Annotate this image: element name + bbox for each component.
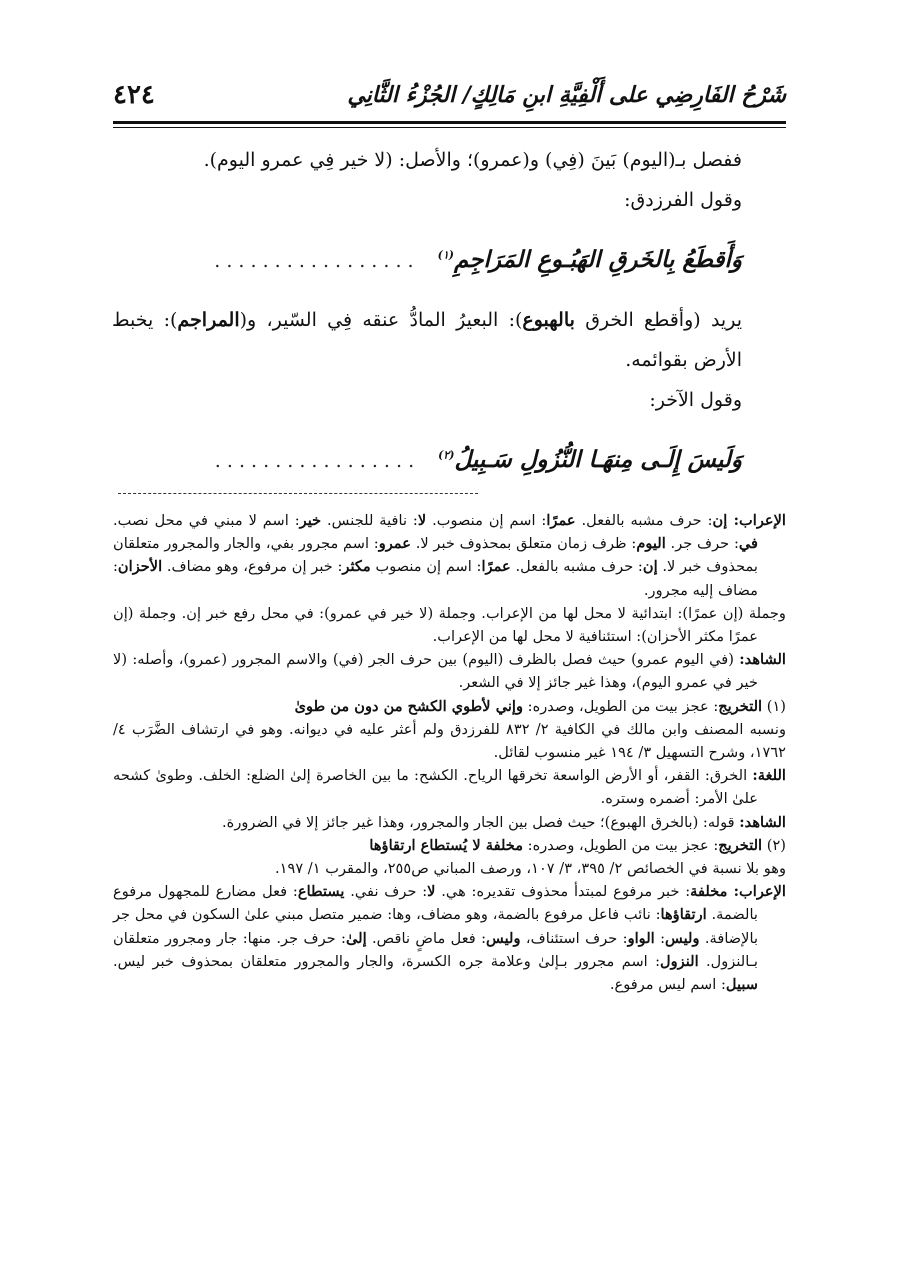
footnote-marker: (١) xyxy=(437,248,454,262)
bold-term: إن xyxy=(642,558,658,576)
footnote-marker: (٢) xyxy=(438,448,455,462)
text-run: : حرف جر. منها: جار ومجرور متعلقان بـالنزول. xyxy=(113,929,758,970)
bold-term: سبيل xyxy=(725,976,758,994)
text-run: : نائب فاعل مرفوع بالضمة، وهو مضاف، وها: ضمير متصل مبني علىٰ السكون في محل جر بالإضافة. xyxy=(113,906,759,947)
footnote-lugha xyxy=(113,764,786,810)
verse-ellipsis: . . . . . . . . . . . . . . . . . xyxy=(214,450,415,472)
verse-hemistich xyxy=(438,246,742,273)
verse-line xyxy=(112,220,782,300)
bold-term: الواو xyxy=(627,929,655,947)
bold-term: وليس xyxy=(665,929,700,947)
bold-term: مكثر xyxy=(342,558,371,576)
text-run: يريد (وأقطع الخرق xyxy=(574,309,742,331)
text-run: : اسم مجرور بـإلىٰ وعلامة جره الكسرة، والجار والمجرور متعلقان بمحذوف خبر ليس. xyxy=(113,952,661,970)
text-run: : اسم لا مبني في محل نصب. xyxy=(113,512,300,529)
text-run: : حرف نفي. xyxy=(344,883,428,901)
text-run: : xyxy=(654,929,666,947)
text-run: : اسم ليس مرفوع. xyxy=(609,976,726,994)
bold-term: بالهبوع xyxy=(522,309,575,331)
text-run: : اسم مجرور بفي، والجار والمجرور متعلقان بمحذوف خبر لا. xyxy=(113,535,758,576)
paragraph xyxy=(112,300,782,380)
bold-term: إلىٰ xyxy=(345,929,367,947)
verse-text: وَلَيسَ إِلَـى مِنهَـا النُّزُولِ سَـبِيلُ xyxy=(454,446,742,473)
footnote-irab-2 xyxy=(113,880,786,996)
footnote-irab-1 xyxy=(113,509,786,602)
header-rule-thick xyxy=(113,121,786,124)
text-run: : عجز بيت من الطويل، وصدره: xyxy=(523,836,719,854)
footnote-shahid-1 xyxy=(113,648,786,694)
footnote-1-takhrij xyxy=(113,695,786,718)
bold-term: عمرًا xyxy=(546,512,576,529)
footnote-1-source: ونسبه المصنف وابن مالك في الكافية ٢/ ٨٣٢ للفرزدق ولم أعثر عليه في ديوانه. وهو في ارتشاف الضَّرَب ٤/ ١٧٦٢، وشرح التسهيل ٣/ ١٩٤ غير منسوب لقائل. xyxy=(113,720,787,762)
footnote-2-takhrij xyxy=(113,834,786,857)
header-rule-thin xyxy=(113,127,786,128)
verse-ellipsis: . . . . . . . . . . . . . . . . . xyxy=(214,250,414,272)
paragraph: ففصل بـ(اليوم) بَينَ (فِي) و(عمرو)؛ والأصل: (لا خير فِي عمرو اليوم). xyxy=(203,149,742,171)
text-run: : حرف استئناف، xyxy=(520,929,628,947)
bold-term: عمرو xyxy=(378,535,411,553)
bold-term: الشاهد: xyxy=(739,813,786,831)
text-run: : عجز بيت من الطويل، وصدره: xyxy=(523,697,719,715)
bold-term: ارتقاؤها xyxy=(660,906,707,924)
bold-term: لا xyxy=(417,512,427,529)
bold-term: وإني لأطوي الكشح من دون من طوىٰ xyxy=(294,697,524,715)
text-run: ): يخبط الأرض بقوائمه. xyxy=(112,309,742,371)
text-run: : مضاف إليه مجرور. xyxy=(113,558,758,599)
footnote-shahid-2 xyxy=(113,811,786,834)
bold-term: الإعراب: مخلفة xyxy=(690,883,786,901)
text-run: ): البعيرُ المادُّ عنقه فِي السّير، و( xyxy=(239,309,523,331)
main-text xyxy=(112,140,782,500)
verse-hemistich xyxy=(438,446,742,473)
bold-term: اللغة: xyxy=(752,767,786,785)
footnotes xyxy=(113,509,786,996)
text-run: : حرف مشبه بالفعل. xyxy=(575,512,713,529)
bold-term: مخلفة لا يُستطاع ارتقاؤها xyxy=(369,836,524,854)
text-run: (في اليوم عمرو) حيث فصل بالظرف (اليوم) بين حرف الجر (في) والاسم المجرور (عمرو)، وأصله: (لا خير في عمرو اليوم)، وهذا غير جائز إلا في الشعر. xyxy=(113,651,758,692)
paragraph: وقول الفرزدق: xyxy=(624,189,742,211)
bold-term: الإعراب: إن xyxy=(712,512,786,529)
text-run: : خبر إن مرفوع، وهو مضاف. xyxy=(162,558,343,576)
footnote-separator xyxy=(118,493,478,494)
bold-term: يستطاع xyxy=(297,883,345,901)
bold-term: المراجم xyxy=(177,309,240,331)
text-run: : اسم إن منصوب xyxy=(370,558,482,576)
page-header xyxy=(113,76,786,116)
paragraph: وقول الآخر: xyxy=(649,389,742,411)
verse-line xyxy=(112,420,782,500)
text-run: : ظرف زمان متعلق بمحذوف خبر لا. xyxy=(410,535,637,553)
footnote-2-source: وهو بلا نسبة في الخصائص ٢/ ٣٩٥، ٣/ ١٠٧، ورصف المباني ص٢٥٥، والمقرب ١/ ١٩٧. xyxy=(275,860,786,878)
bold-term: التخريج xyxy=(718,836,763,854)
bold-term: اليوم xyxy=(636,535,666,553)
bold-term: خير xyxy=(299,512,322,529)
bold-term: النزول xyxy=(660,952,699,970)
running-title: شَرْحُ الفَارِضِي على أَلْفِيَّةِ ابنِ مَالِكٍ/ الجُزْءُ الثَّانِي xyxy=(347,82,786,108)
text-run: الخرق: القفر، أو الأرض الواسعة تخرقها الرياح. الكشح: ما بين الخاصرة إلىٰ الضلع: الخلف. وطوىٰ كشحه علىٰ الأمر: أضمره وستره. xyxy=(113,767,758,808)
footnote-number: (١) xyxy=(762,697,786,715)
text-run: : خبر مرفوع لمبتدأ محذوف تقديره: هي. xyxy=(435,883,691,901)
footnote-jumla: وجملة (إن عمرًا): ابتدائية لا محل لها من الإعراب. وجملة (لا خير في عمرو): في محل رفع خبر إن. وجملة (إن عمرًا مكثر الأحزان): استئنافية لا محل لها من الإعراب. xyxy=(113,604,786,646)
text-run: : فعل مضارع للمجهول مرفوع بالضمة. xyxy=(113,883,758,924)
footnote-number: (٢) xyxy=(762,836,786,854)
text-run: : اسم إن منصوب. xyxy=(426,512,547,529)
text-run: : حرف جر. xyxy=(665,535,739,553)
bold-term: التخريج xyxy=(718,697,763,715)
text-run: قوله: (بالخرق الهبوع)؛ حيث فصل بين الجار والمجرور، وهذا غير جائز إلا في الضرورة. xyxy=(222,813,740,831)
text-run: : حرف مشبه بالفعل. xyxy=(510,558,643,576)
bold-term: في xyxy=(738,535,758,553)
text-run: : فعل ماضٍ ناقص. xyxy=(366,929,487,947)
bold-term: الشاهد: xyxy=(739,651,786,669)
text-run: : نافية للجنس. xyxy=(321,512,418,529)
bold-term: وليس xyxy=(486,929,521,947)
verse-text: وَأَقطَعُ بِالخَرقِ الهَبُـوعِ المَرَاجِمِ xyxy=(453,246,742,273)
page-number: ٤٢٤ xyxy=(113,80,155,110)
bold-term: لا xyxy=(427,883,436,901)
bold-term: عمرًا xyxy=(481,558,511,576)
bold-term: الأحزان xyxy=(117,558,163,576)
